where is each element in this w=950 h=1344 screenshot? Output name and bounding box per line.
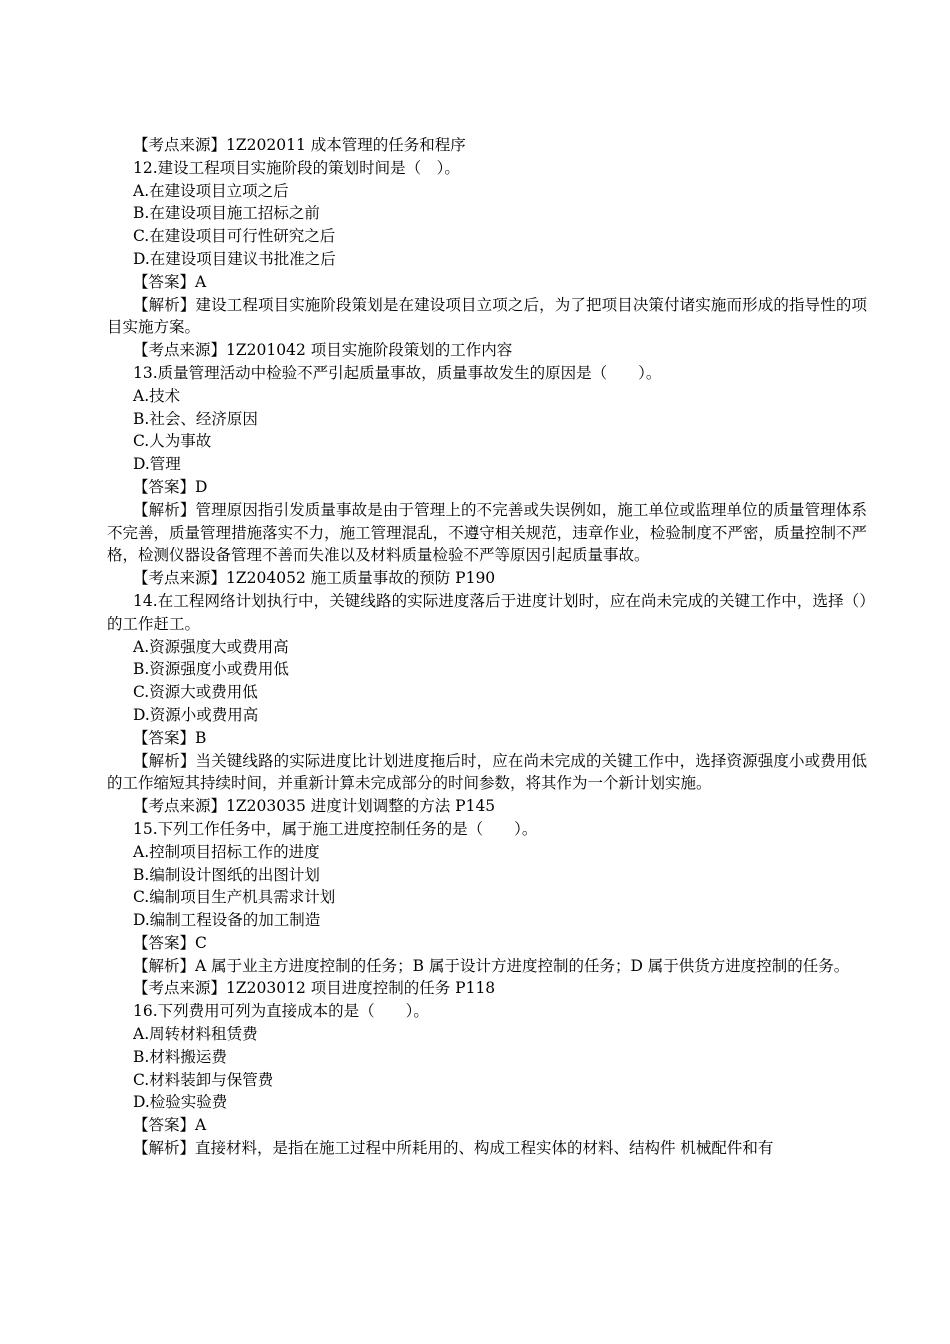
text-line: A.在建设项目立项之后: [133, 181, 289, 200]
text-line: 16.下列费用可列为直接成本的是（ ）。: [133, 1002, 429, 1021]
text-line: 【考点来源】1Z203012 项目进度控制的任务 P118: [133, 979, 496, 998]
text-line: A.资源强度大或费用高: [133, 637, 289, 656]
text-line: B.资源强度小或费用低: [133, 660, 289, 679]
text-line: D.在建设项目建议书批准之后: [133, 249, 336, 268]
text-paragraph: 【解析】管理原因指引发质量事故是由于管理上的不完善或失误例如，施工单位或监理单位的质量管理体系不完善，质量管理措施落实不力，施工管理混乱，不遵守相关规范，违章作业，检验制度不严密，质量控制不严格，检测仪器设备管理不善而失准以及材料质量检验不严等原因引起质量事故。: [107, 500, 867, 565]
text-line: C.编制项目生产机具需求计划: [133, 888, 336, 907]
text-line: D.检验实验费: [133, 1093, 228, 1112]
text-line: 【答案】A: [133, 272, 207, 291]
text-line: C.材料装卸与保管费: [133, 1070, 274, 1089]
text-line: D.管理: [133, 455, 181, 474]
text-line: C.在建设项目可行性研究之后: [133, 227, 336, 246]
text-paragraph: 【解析】A 属于业主方进度控制的任务；B 属于设计方进度控制的任务；D 属于供货方进度控制的任务。: [133, 956, 850, 975]
text-line: 12.建设工程项目实施阶段的策划时间是（ ）。: [133, 158, 460, 177]
text-line: 【考点来源】1Z203035 进度计划调整的方法 P145: [133, 797, 496, 816]
text-line: 【解析】直接材料，是指在施工过程中所耗用的、构成工程实体的材料、结构件 机械配件和有: [133, 1139, 774, 1158]
text-paragraph: 【解析】建设工程项目实施阶段策划是在建设项目立项之后，为了把项目决策付诸实施而形成的指导性的项目实施方案。: [107, 295, 867, 337]
text-line: 【答案】B: [133, 728, 207, 747]
text-line: 【考点来源】1Z201042 项目实施阶段策划的工作内容: [133, 341, 513, 360]
text-line: C.人为事故: [133, 432, 212, 451]
text-line: A.控制项目招标工作的进度: [133, 842, 320, 861]
text-line: 【答案】D: [133, 477, 208, 496]
text-line: 【考点来源】1Z204052 施工质量事故的预防 P190: [133, 569, 496, 588]
text-line: 【答案】A: [133, 1116, 207, 1135]
text-paragraph: 14.在工程网络计划执行中，关键线路的实际进度落后于进度计划时，应在尚未完成的关键工作中，选择（）的工作赶工。: [107, 591, 867, 633]
text-line: D.编制工程设备的加工制造: [133, 911, 321, 930]
text-line: D.资源小或费用高: [133, 705, 259, 724]
text-line: A.技术: [133, 386, 181, 405]
text-line: A.周转材料租赁费: [133, 1025, 258, 1044]
text-paragraph: 【解析】当关键线路的实际进度比计划进度拖后时，应在尚未完成的关键工作中，选择资源强度小或费用低的工作缩短其持续时间，并重新计算未完成部分的时间参数，将其作为一个新计划实施。: [107, 751, 867, 793]
text-line: 【考点来源】1Z202011 成本管理的任务和程序: [133, 136, 466, 154]
text-line: B.在建设项目施工招标之前: [133, 204, 320, 223]
text-line: B.材料搬运费: [133, 1047, 227, 1066]
text-line: C.资源大或费用低: [133, 683, 258, 702]
document-body: [107, 134, 867, 1160]
text-line: 15.下列工作任务中，属于施工进度控制任务的是（ ）。: [133, 819, 538, 838]
text-line: B.编制设计图纸的出图计划: [133, 865, 320, 884]
text-line: 13.质量管理活动中检验不严引起质量事故，质量事故发生的原因是（ ）。: [133, 363, 662, 382]
text-line: B.社会、经济原因: [133, 409, 258, 428]
text-line: 【答案】C: [133, 933, 207, 952]
